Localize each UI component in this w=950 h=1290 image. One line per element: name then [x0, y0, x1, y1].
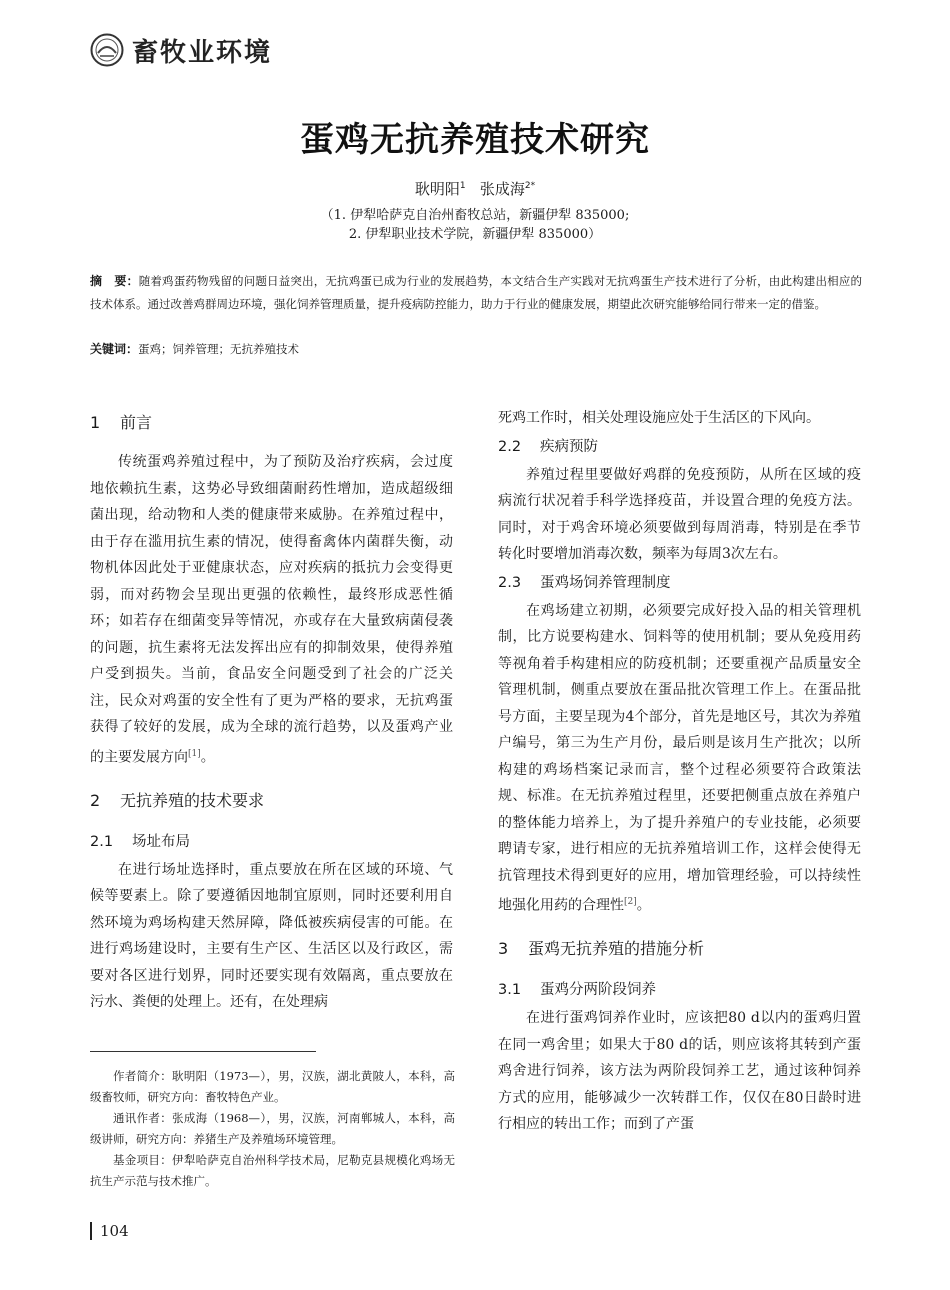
subsection-heading: 2.3 蛋鸡场饲养管理制度	[498, 574, 671, 591]
citation-ref[interactable]: [1]	[188, 748, 201, 759]
affiliation-line: （1. 伊犁哈萨克自治州畜牧总站，新疆伊犁 835000;	[320, 208, 630, 223]
citation-ref[interactable]: [2]	[624, 897, 637, 907]
subsection-heading: 2.2 疾病预防	[498, 438, 598, 455]
section-heading: 1 前言	[90, 413, 153, 432]
page-number-bar	[90, 1222, 92, 1240]
paragraph: 在进行蛋鸡饲养作业时，应该把80 d以内的蛋鸡归置在同一鸡舍里；如果大于80 d的话，则应该将其转到产蛋鸡舍进行饲养，该方法为两阶段饲养工艺，通过该种饲养方式的应用，能够减少一次转群工作，仅仅在80日龄时进行相应的转出工作；而到了产蛋	[498, 1010, 861, 1133]
paragraph: 死鸡工作时，相关处理设施应处于生活区的下风向。	[498, 410, 820, 426]
subsection-heading: 3.1 蛋鸡分两阶段饲养	[498, 982, 656, 999]
author-affil-mark: 2*	[524, 181, 536, 191]
author-name: 耿明阳	[414, 180, 460, 198]
keywords	[90, 340, 299, 357]
abstract	[90, 270, 862, 316]
section-heading: 2 无抗养殖的技术要求	[90, 790, 265, 810]
left-column	[90, 405, 453, 1016]
page-number-text: 104	[100, 1222, 129, 1240]
abstract-label: 摘 要：	[90, 274, 139, 288]
paragraph: 在进行场址选择时，重点要放在所在区域的环境、气候等要素上。除了要遵循因地制宜原则，同时还要利用自然环境为鸡场构建天然屏障，降低被疾病侵害的可能。在进行鸡场建设时，主要有生产区、生活区以及行政区，需要对各区进行划界，同时还要实现有效隔离，重点要放在污水、粪便的处理上。还有，在处理病	[90, 861, 453, 1011]
footnote-divider	[90, 1051, 316, 1052]
footnote: 通讯作者：张成海（1968—），男，汉族，河南郸城人，本科，高级讲师，研究方向：养猪生产及养殖场环境管理。	[90, 1111, 455, 1146]
author-affil-mark: 1	[459, 181, 466, 191]
page-number	[90, 1222, 129, 1240]
subsection-heading: 2.1 场址布局	[90, 833, 190, 850]
journal-header	[90, 28, 272, 72]
author-line	[0, 178, 950, 199]
keywords-label: 关键词：	[90, 342, 139, 356]
article-title: 蛋鸡无抗养殖技术研究	[300, 120, 650, 160]
paragraph: 在鸡场建立初期，必须要完成好投入品的相关管理机制，比方说要构建水、饲料等的使用机制；要从免疫用药等视角着手构建相应的防疫机制；还要重视产品质量安全管理机制，侧重点要放在蛋品批次管理工作上。在蛋品批号方面，主要呈现为4个部分，首先是地区号，其次为养殖户编号，第三为生产月份，最后则是该月生产批次；以所构建的鸡场档案记录而言，整个过程必须要符合政策法规、标准。在无抗养殖过程里，还要把侧重点放在养殖户的整体能力培养上，为了提升养殖户的专业技能，必须要聘请专家，进行相应的无抗养殖培训工作，这样会使得无抗管理技术得到更好的应用，增加管理经验，可以持续性地强化用药的合理性[2]。	[498, 602, 861, 914]
paragraph: 养殖过程里要做好鸡群的免疫预防，从所在区域的疫病流行状况着手科学选择疫苗，并设置合理的免疫方法。同时，对于鸡舍环境必须要做到每周消毒，特别是在季节转化时要增加消毒次数，频率为每周3次左右。	[498, 466, 861, 562]
abstract-text: 随着鸡蛋药物残留的问题日益突出，无抗鸡蛋已成为行业的发展趋势，本文结合生产实践对无抗鸡蛋生产技术进行了分析，由此构建出相应的技术体系。通过改善鸡群周边环境，强化饲养管理质量，提升疫病防控能力，助力于行业的健康发展，期望此次研究能够给同行带来一定的借鉴。	[90, 274, 862, 311]
author-name: 张成海	[479, 180, 525, 198]
footnote: 基金项目：伊犁哈萨克自治州科学技术局，尼勒克县规模化鸡场无抗生产示范与技术推广。	[90, 1153, 455, 1188]
paragraph: 传统蛋鸡养殖过程中，为了预防及治疗疾病，会过度地依赖抗生素，这势必导致细菌耐药性增加，造成超级细菌出现，给动物和人类的健康带来威胁。在养殖过程中，由于存在滥用抗生素的情况，使得畜禽体内菌群失衡，动物机体因此处于亚健康状态，应对疾病的抵抗力会变得更弱，而对药物会呈现出更强的依赖性，最终形成恶性循环；如若存在细菌变异等情况，亦或存在大量致病菌侵袭的问题，抗生素将无法发挥出应有的抑制效果，使得养殖户受到损失。当前，食品安全问题受到了社会的广泛关注，民众对鸡蛋的安全性有了更为严格的要求，无抗鸡蛋获得了较好的发展，成为全球的流行趋势，以及蛋鸡产业的主要发展方向[1]。	[90, 454, 453, 766]
affiliations	[0, 206, 950, 244]
affiliation-line: 2. 伊犁职业技术学院，新疆伊犁 835000）	[348, 227, 602, 242]
footnotes	[90, 1066, 455, 1192]
journal-name: 畜牧业环境	[132, 37, 273, 68]
keywords-text: 蛋鸡；饲养管理；无抗养殖技术	[138, 342, 300, 356]
section-heading: 3 蛋鸡无抗养殖的措施分析	[498, 939, 705, 959]
footnote: 作者简介：耿明阳（1973—），男，汉族，湖北黄陂人，本科，高级畜牧师，研究方向：畜牧特色产业。	[90, 1069, 455, 1104]
journal-logo-icon	[90, 33, 124, 67]
right-column	[498, 405, 861, 1138]
